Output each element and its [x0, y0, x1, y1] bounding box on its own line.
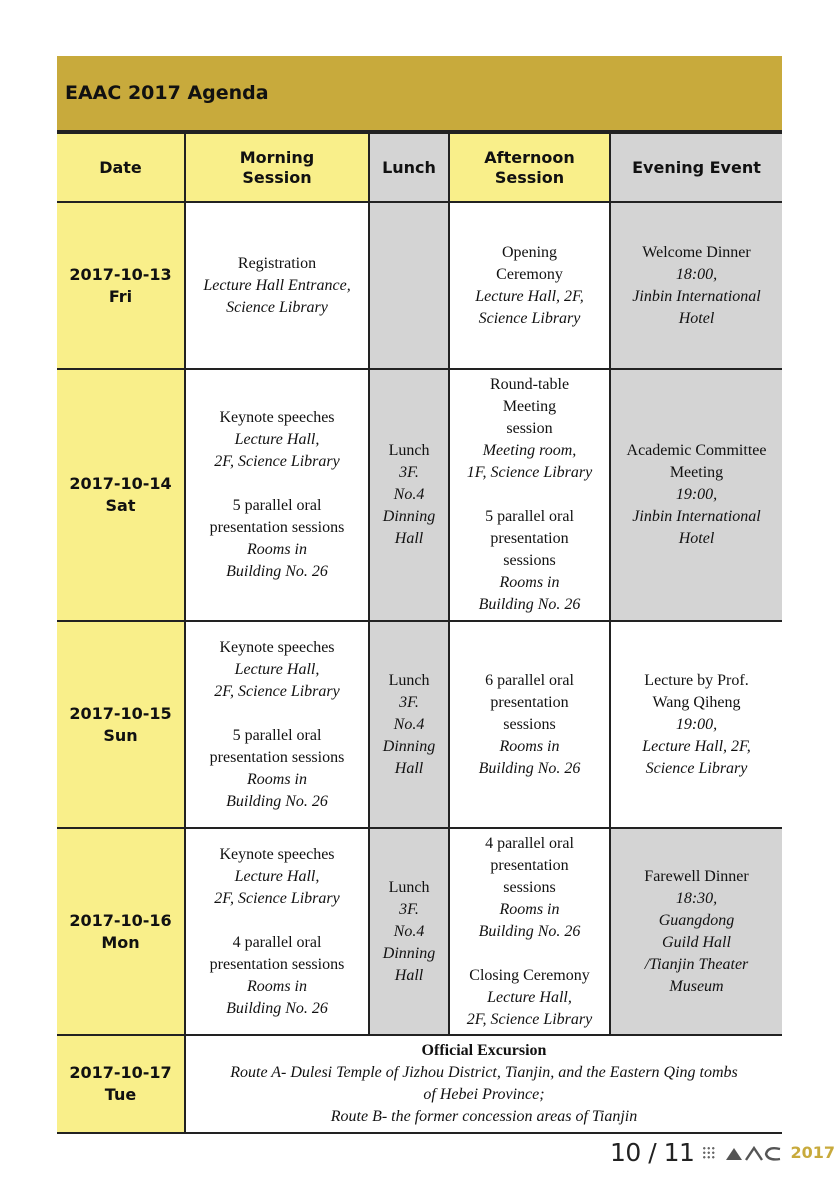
- dots-icon: [702, 1146, 716, 1160]
- morning-cell: Keynote speeches Lecture Hall, 2F, Science Library 5 parallel oral presentation sessions Rooms in Building No. 26: [185, 369, 369, 621]
- page-number: 10 / 11: [610, 1138, 695, 1167]
- schedule-grid: [57, 132, 782, 1134]
- date-cell: 2017-10-15 Sun: [57, 621, 185, 828]
- header-morning: Morning Session: [185, 133, 369, 202]
- evening-cell: Lecture by Prof. Wang Qiheng 19:00, Lecture Hall, 2F, Science Library: [610, 621, 782, 828]
- afternoon-cell: 6 parallel oral presentation sessions Rooms in Building No. 26: [449, 621, 610, 828]
- lunch-cell: Lunch 3F. No.4 Dinning Hall: [369, 369, 449, 621]
- morning-cell: Keynote speeches Lecture Hall, 2F, Science Library 4 parallel oral presentation sessions Rooms in Building No. 26: [185, 828, 369, 1035]
- table-row: [57, 202, 782, 369]
- excursion-cell: Official Excursion Route A- Dulesi Temple of Jizhou District, Tianjin, and the Eastern Qing tombs of Hebei Province; Route B- the former concession areas of Tianjin: [185, 1035, 782, 1133]
- lunch-cell: [369, 202, 449, 369]
- afternoon-cell: 4 parallel oral presentation sessions Rooms in Building No. 26 Closing Ceremony Lecture Hall, 2F, Science Library: [449, 828, 610, 1035]
- evening-cell: Farewell Dinner 18:30, Guangdong Guild Hall /Tianjin Theater Museum: [610, 828, 782, 1035]
- page-footer: [610, 1138, 835, 1167]
- table-row: [57, 369, 782, 621]
- header-afternoon: Afternoon Session: [449, 133, 610, 202]
- excursion-row: [57, 1035, 782, 1133]
- excursion-title: Official Excursion: [421, 1042, 547, 1059]
- date-cell: 2017-10-14 Sat: [57, 369, 185, 621]
- lunch-cell: Lunch 3F. No.4 Dinning Hall: [369, 621, 449, 828]
- agenda-title: EAAC 2017 Agenda: [57, 56, 782, 132]
- morning-cell: Registration Lecture Hall Entrance, Science Library: [185, 202, 369, 369]
- eaac-logo-icon: [724, 1144, 782, 1162]
- afternoon-cell: Round-table Meeting session Meeting room, 1F, Science Library 5 parallel oral presentation sessions Rooms in Building No. 26: [449, 369, 610, 621]
- morning-cell: Keynote speeches Lecture Hall, 2F, Science Library 5 parallel oral presentation sessions Rooms in Building No. 26: [185, 621, 369, 828]
- logo-year: 2017: [790, 1143, 835, 1162]
- date-cell: 2017-10-16 Mon: [57, 828, 185, 1035]
- header-date: Date: [57, 133, 185, 202]
- date-cell: 2017-10-17 Tue: [57, 1035, 185, 1133]
- evening-cell: Welcome Dinner 18:00, Jinbin International Hotel: [610, 202, 782, 369]
- table-row: [57, 828, 782, 1035]
- header-evening: Evening Event: [610, 133, 782, 202]
- afternoon-cell: Opening Ceremony Lecture Hall, 2F, Science Library: [449, 202, 610, 369]
- table-row: [57, 621, 782, 828]
- header-row: [57, 133, 782, 202]
- agenda-table: [57, 56, 782, 1134]
- header-lunch: Lunch: [369, 133, 449, 202]
- date-cell: 2017-10-13 Fri: [57, 202, 185, 369]
- lunch-cell: Lunch 3F. No.4 Dinning Hall: [369, 828, 449, 1035]
- evening-cell: Academic Committee Meeting 19:00, Jinbin International Hotel: [610, 369, 782, 621]
